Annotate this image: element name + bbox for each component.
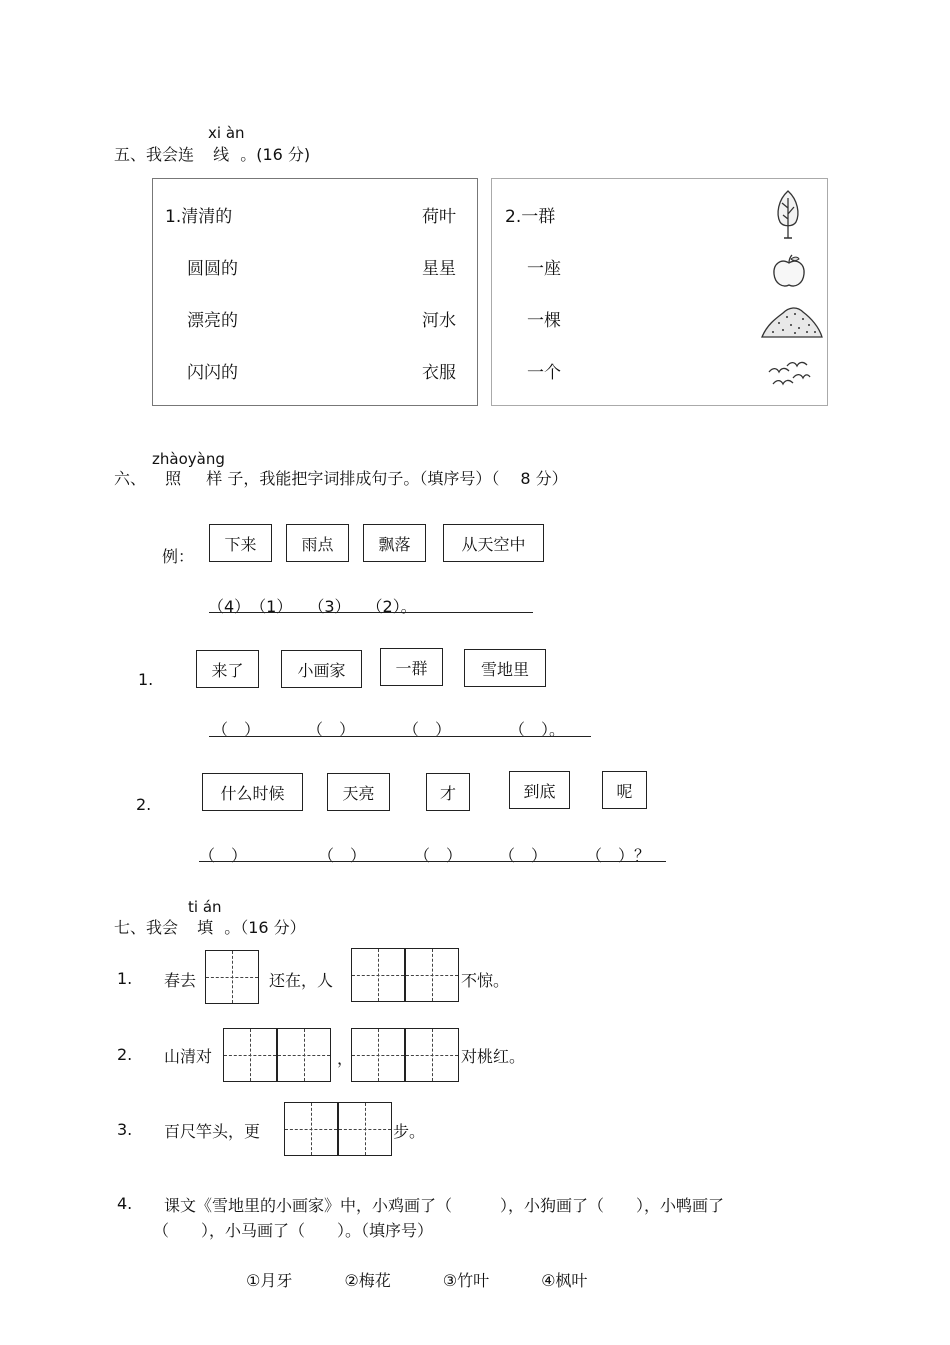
section5-pinyin: xi àn	[208, 124, 245, 142]
q6-2-word-4: 到底	[509, 771, 570, 809]
example-word-2: 雨点	[286, 524, 349, 562]
q7-4-options	[246, 1268, 639, 1291]
q6-1-underline	[209, 736, 591, 737]
q6-2-word-2: 天亮	[327, 773, 390, 811]
option-2: ②梅花	[344, 1271, 391, 1290]
q7-2-comma: ，	[337, 1049, 354, 1068]
q7-1-after: 不惊。	[461, 971, 510, 990]
measure-word-1: 2.一群	[505, 207, 556, 227]
q6-2-number: 2.	[136, 795, 152, 814]
tianzige-box[interactable]	[338, 1102, 392, 1156]
tianzige-box[interactable]	[284, 1102, 338, 1156]
example-answer: （4） （1） （3） （2）。	[208, 597, 417, 616]
q6-1-blank-4[interactable]: （ ）。	[509, 720, 566, 739]
section7-title-suffix: 。（16 分）	[224, 918, 306, 937]
example-label: 例：	[162, 547, 195, 566]
q7-3-before: 百尺竿头，更	[164, 1122, 261, 1141]
option-3: ③竹叶	[442, 1271, 490, 1290]
q7-2-before: 山清对	[164, 1047, 213, 1066]
section7-title	[114, 915, 306, 938]
section5-title-prefix: 五、我会连	[114, 145, 195, 164]
q6-2-word-1: 什么时候	[202, 773, 303, 811]
q7-1-number: 1.	[117, 969, 133, 988]
q6-2-blank-1[interactable]: （ ）	[199, 846, 248, 865]
tianzige-box[interactable]	[351, 948, 405, 1002]
q6-1-word-4: 雪地里	[464, 649, 546, 687]
hill-icon	[759, 301, 825, 341]
section6-pinyin: zhàoyàng	[152, 450, 225, 468]
q6-2-blank-2[interactable]: （ ）	[318, 846, 367, 865]
match-right-3: 河水	[422, 311, 456, 331]
q6-2-word-5: 呢	[602, 771, 647, 809]
measure-word-3: 一棵	[527, 311, 561, 331]
q7-4-line2: （ ），小马画了（ ）。（填序号）	[153, 1221, 434, 1240]
measure-word-2: 一座	[527, 259, 561, 279]
q7-4-number: 4.	[117, 1194, 133, 1213]
section5-title-suffix: 。(16 分)	[240, 145, 311, 164]
q6-2-blank-5[interactable]: （ ）？	[586, 846, 651, 865]
q6-1-blank-1[interactable]: （ ）	[212, 720, 261, 739]
section7-pinyin: ti án	[188, 898, 222, 916]
section5-title	[114, 142, 310, 165]
q7-1-before: 春去	[164, 971, 197, 990]
section6-title-suffix: 子，我能把字词排成句子。（填序号）（ 8 分）	[227, 469, 568, 488]
match-left-1: 1.清清的	[165, 207, 233, 227]
match-right-4: 衣服	[422, 363, 456, 383]
q6-2-blank-4[interactable]: （ ）	[499, 846, 548, 865]
section6-title-char2: 样	[206, 469, 223, 488]
tianzige-box[interactable]	[277, 1028, 331, 1082]
example-word-4: 从天空中	[443, 524, 544, 562]
q6-1-number: 1.	[138, 670, 154, 689]
match-right-2: 星星	[422, 259, 456, 279]
q6-1-blank-3[interactable]: （ ）	[403, 720, 452, 739]
q6-1-blank-2[interactable]: （ ）	[307, 720, 356, 739]
apple-icon	[771, 254, 807, 290]
example-answer-underline	[209, 612, 533, 613]
example-word-1: 下来	[209, 524, 272, 562]
tianzige-box[interactable]	[405, 948, 459, 1002]
tianzige-box[interactable]	[223, 1028, 277, 1082]
tree-icon	[771, 188, 805, 242]
match-left-4: 闪闪的	[187, 363, 238, 383]
section6-title-prefix: 六、	[114, 469, 147, 488]
q6-1-word-3: 一群	[380, 648, 443, 686]
tianzige-box[interactable]	[351, 1028, 405, 1082]
q7-2-number: 2.	[117, 1045, 133, 1064]
section5-title-char: 线	[213, 145, 230, 164]
match-left-2: 圆圆的	[187, 259, 238, 279]
match-right-1: 荷叶	[422, 207, 456, 227]
birds-icon	[765, 358, 811, 390]
q7-4-line1: 课文《雪地里的小画家》中，小鸡画了（ ），小狗画了（ ），小鸭画了	[164, 1196, 725, 1215]
section7-title-prefix: 七、我会	[114, 918, 179, 937]
tianzige-box[interactable]	[405, 1028, 459, 1082]
section6-title-char1: 照	[165, 469, 182, 488]
q6-1-word-2: 小画家	[281, 650, 362, 688]
option-4: ④枫叶	[541, 1271, 588, 1290]
example-word-3: 飘落	[363, 524, 426, 562]
option-1: ①月牙	[246, 1271, 293, 1290]
q7-2-after: 对桃红。	[461, 1047, 526, 1066]
q6-2-word-3: 才	[426, 773, 470, 811]
match-left-3: 漂亮的	[187, 311, 238, 331]
section6-title	[114, 466, 568, 489]
q6-2-underline	[199, 861, 666, 862]
section7-title-char: 填	[197, 918, 214, 937]
measure-word-4: 一个	[527, 363, 561, 383]
q6-2-blank-3[interactable]: （ ）	[414, 846, 463, 865]
tianzige-box[interactable]	[205, 950, 259, 1004]
q7-3-number: 3.	[117, 1120, 133, 1139]
q7-3-after: 步。	[393, 1122, 426, 1141]
q7-1-middle: 还在，人	[269, 971, 334, 990]
q6-1-word-1: 来了	[196, 650, 259, 688]
